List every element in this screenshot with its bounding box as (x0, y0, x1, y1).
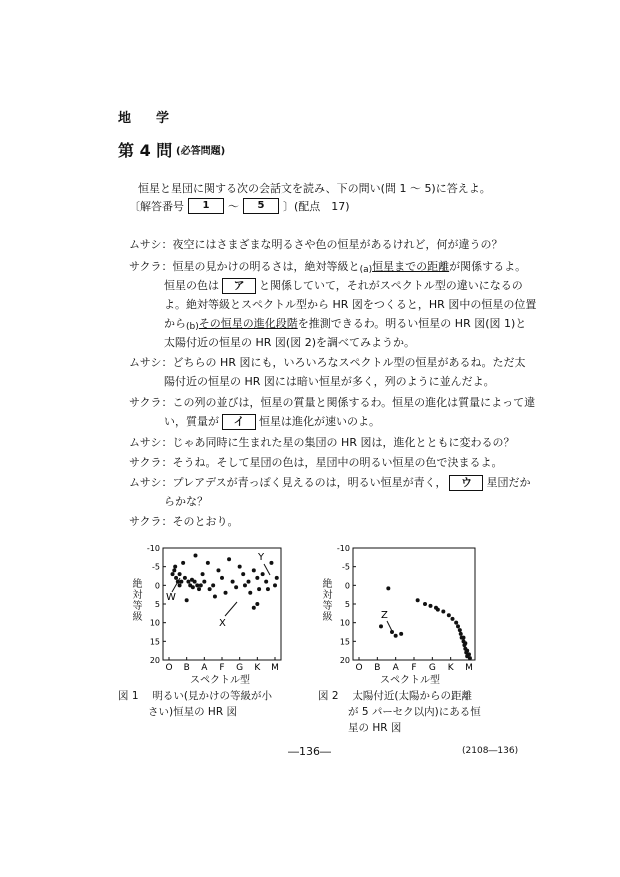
fig1-data-point (193, 580, 197, 584)
fig1-data-point (206, 561, 210, 565)
fig1-x-tick-label: M (271, 663, 279, 673)
fig1-data-point (273, 583, 277, 587)
fig1-data-point (220, 576, 224, 580)
dialog-text: 星団だか (486, 476, 531, 489)
dialog-line: ムサシ：じゃあ同時に生まれた星の集団の HR 図は，進化とともに変わるの？ (129, 436, 515, 449)
fig1-data-point (181, 561, 185, 565)
fig1-data-point (255, 576, 259, 580)
fig1-data-point (224, 591, 228, 595)
fig1-data-point (213, 595, 217, 599)
dialog-line: サクラ：この列の並びは，恒星の質量と関係するわ。恒星の進化は質量によって違 (129, 396, 536, 409)
fig1-caption-1: 図 1 明るい(見かけの等級が小 (118, 690, 272, 702)
dialog-text: と関係していて，それがスペクトル型の違いになるの (259, 279, 523, 292)
fig2-data-point (423, 602, 427, 606)
fig1-data-point (252, 568, 256, 572)
fig2-data-point (459, 632, 463, 636)
fig1-y-tick-label: 10 (149, 618, 160, 628)
fig2-x-tick-label: A (392, 663, 399, 673)
fig1-x-axis-label: スペクトル型 (190, 675, 250, 686)
fig1-x-tick-label: F (219, 663, 225, 673)
dialog-text: い，質量が (164, 415, 219, 428)
fig1-data-point (202, 580, 206, 584)
fig2-caption-2: が 5 パーセク以内)にある恒 (348, 706, 481, 718)
fig2-x-tick-label: M (465, 663, 473, 673)
fig2-data-point (416, 598, 420, 602)
fig1-x-tick-label: G (236, 663, 244, 673)
fig2-annotation-pointer (387, 621, 392, 631)
fig2-plot-frame (353, 548, 475, 660)
fig1-data-point (248, 591, 252, 595)
dialog-line: ムサシ：どちらの HR 図にも，いろいろなスペクトル型の恒星があるね。ただ太 (129, 356, 526, 369)
fig1-data-point (174, 576, 178, 580)
fig1-data-point (255, 602, 259, 606)
fig2-x-tick-label: K (447, 663, 454, 673)
fig1-data-point (191, 585, 195, 589)
fig1-data-point (201, 572, 205, 576)
fig1-y-tick-label: 5 (154, 600, 160, 609)
answer-box-from: 1 (188, 198, 224, 214)
fig2-y-tick-label: 10 (339, 618, 350, 628)
fig2-caption-3: 星の HR 図 (348, 722, 402, 734)
dialog-text: を推測できるわ。明るい恒星の HR 図(図 1)と (297, 317, 527, 330)
fig2-data-point (436, 608, 440, 612)
fig1-data-point (264, 580, 268, 584)
fig1-data-point (238, 565, 242, 569)
fig1-data-point (172, 568, 176, 572)
fig1-data-point (252, 606, 256, 610)
question-intro: 恒星と星団に関する次の会話文を読み、下の問い(問 1 ～ 5)に答えよ。 (138, 182, 491, 195)
mark-b: (b) (186, 322, 199, 332)
fig1-data-point (241, 572, 245, 576)
fig1-data-point (197, 587, 201, 591)
fig1-annotation-pointer (225, 602, 237, 616)
fig1-data-point (185, 598, 189, 602)
blank-a: ア (222, 278, 256, 294)
dialog-line: よ。絶対等級とスペクトル型から HR 図をつくると，HR 図中の恒星の位置 (164, 298, 537, 311)
fig2-y-tick-label: 20 (339, 656, 350, 665)
fig2-x-tick-label: B (374, 663, 381, 673)
answer-tilde: ～ (228, 200, 239, 213)
answer-suffix: 〕(配点 17) (283, 200, 350, 213)
question-note: (必答問題) (176, 146, 226, 157)
dialog-text: が関係するよ。 (449, 260, 527, 273)
fig2-data-point (394, 634, 398, 638)
blank-u: ウ (449, 475, 483, 491)
fig2-data-point (454, 621, 458, 625)
fig1-data-point (199, 583, 203, 587)
fig1-data-point (178, 583, 182, 587)
fig2-data-point (399, 632, 403, 636)
fig2-annotation-label: Z (381, 610, 388, 621)
answer-prefix: 〔解答番号 (129, 200, 184, 213)
dialog-text: 恒星の色は (164, 279, 219, 292)
fig2-data-point (379, 624, 383, 628)
fig1-y-tick-label: 20 (149, 656, 160, 665)
blank-i: イ (222, 414, 256, 430)
fig1-annotation-label: Y (258, 552, 265, 563)
underlined-text-a: 恒星までの距離 (372, 260, 450, 273)
fig1-caption-2: さい)恒星の HR 図 (148, 706, 237, 718)
mark-a: (a) (359, 265, 373, 275)
dialog-line: 陽付近の恒星の HR 図には暗い恒星が多く，列のように並んだよ。 (164, 375, 495, 388)
page-code: (2108―136) (462, 746, 519, 756)
dialog-text: ムサシ：プレアデスが青っぽく見えるのは，明るい恒星が青く， (129, 476, 447, 489)
fig2-data-point (441, 609, 445, 613)
fig1-data-point (243, 583, 247, 587)
fig1-y-tick-label: -10 (146, 544, 160, 553)
fig2-caption-1: 図 2 太陽付近(太陽からの距離 (318, 690, 472, 702)
fig1-y-tick-label: -5 (152, 562, 160, 572)
fig1-data-point (247, 580, 251, 584)
fig1-data-point (195, 583, 199, 587)
fig2-data-point (467, 652, 471, 656)
fig2-data-point (463, 641, 467, 645)
underlined-text-b: その恒星の進化段階 (198, 317, 298, 330)
answer-box-to: 5 (243, 198, 279, 214)
fig1-data-point (266, 587, 270, 591)
fig1-data-point (257, 587, 261, 591)
fig1-data-point (211, 583, 215, 587)
fig2-data-point (429, 604, 433, 608)
fig2-y-tick-label: -5 (342, 562, 350, 572)
dialog-line: 太陽付近の恒星の HR 図(図 2)を調べてみようか。 (164, 336, 415, 349)
fig1-data-point (275, 576, 279, 580)
fig1-plot-frame (163, 548, 281, 660)
fig1-data-point (194, 553, 198, 557)
fig1-data-point (227, 557, 231, 561)
fig2-data-point (465, 649, 469, 653)
dialog-text: 恒星は進化が速いのよ。 (259, 415, 380, 428)
fig1-y-axis-label: 絶対等級 (130, 578, 141, 622)
fig2-data-point (462, 636, 466, 640)
fig1-data-point (183, 576, 187, 580)
dialog-line: サクラ：そのとおり。 (129, 515, 239, 528)
dialog-line: らかな？ (164, 495, 208, 508)
fig1-data-point (171, 572, 175, 576)
fig1-data-point (178, 572, 182, 576)
dialog-line: サクラ：そうね。そして星団の色は，星団中の明るい恒星の色で決まるよ。 (129, 456, 503, 469)
fig1-y-tick-label: 0 (154, 581, 160, 591)
fig1-data-point (261, 572, 265, 576)
fig2-x-tick-label: F (411, 663, 417, 673)
fig1-data-point (186, 580, 190, 584)
fig2-data-point (386, 586, 390, 590)
fig2-data-point (451, 617, 455, 621)
fig2-data-point (458, 628, 462, 632)
fig1-annotation-pointer (264, 564, 270, 575)
fig1-data-point (179, 580, 183, 584)
fig2-x-tick-label: G (428, 663, 436, 673)
subject-heading: 地 学 (118, 111, 176, 126)
question-title: 第 4 問 (118, 141, 173, 160)
fig1-x-tick-label: B (183, 663, 190, 673)
fig2-y-tick-label: 5 (344, 600, 350, 609)
fig2-data-point (447, 613, 451, 617)
fig1-data-point (231, 580, 235, 584)
fig1-data-point (234, 585, 238, 589)
fig1-x-tick-label: K (254, 663, 261, 673)
fig2-y-tick-label: 15 (339, 637, 350, 647)
fig2-y-tick-label: -10 (336, 544, 350, 553)
fig2-data-point (468, 656, 472, 660)
fig1-x-tick-label: A (201, 663, 208, 673)
fig1-data-point (269, 561, 273, 565)
fig1-annotation-label: X (219, 618, 226, 629)
fig1-data-point (173, 565, 177, 569)
dialog-line: ムサシ：夜空にはさまざまな明るさや色の恒星があるけれど，何が違うの？ (129, 238, 503, 251)
fig1-annotation-label: W (166, 592, 176, 603)
fig2-x-tick-label: O (355, 663, 363, 673)
fig1-data-point (216, 568, 220, 572)
dialog-text: から (164, 317, 186, 330)
dialog-text: サクラ：恒星の見かけの明るさは，絶対等級と (129, 260, 360, 273)
fig2-data-point (456, 624, 460, 628)
fig2-y-axis-label: 絶対等級 (320, 578, 331, 622)
fig1-data-point (208, 587, 212, 591)
fig2-x-axis-label: スペクトル型 (380, 675, 440, 686)
fig2-y-tick-label: 0 (344, 581, 350, 591)
page-number: ―136― (288, 745, 331, 758)
fig1-y-tick-label: 15 (149, 637, 160, 647)
fig1-x-tick-label: O (165, 663, 173, 673)
